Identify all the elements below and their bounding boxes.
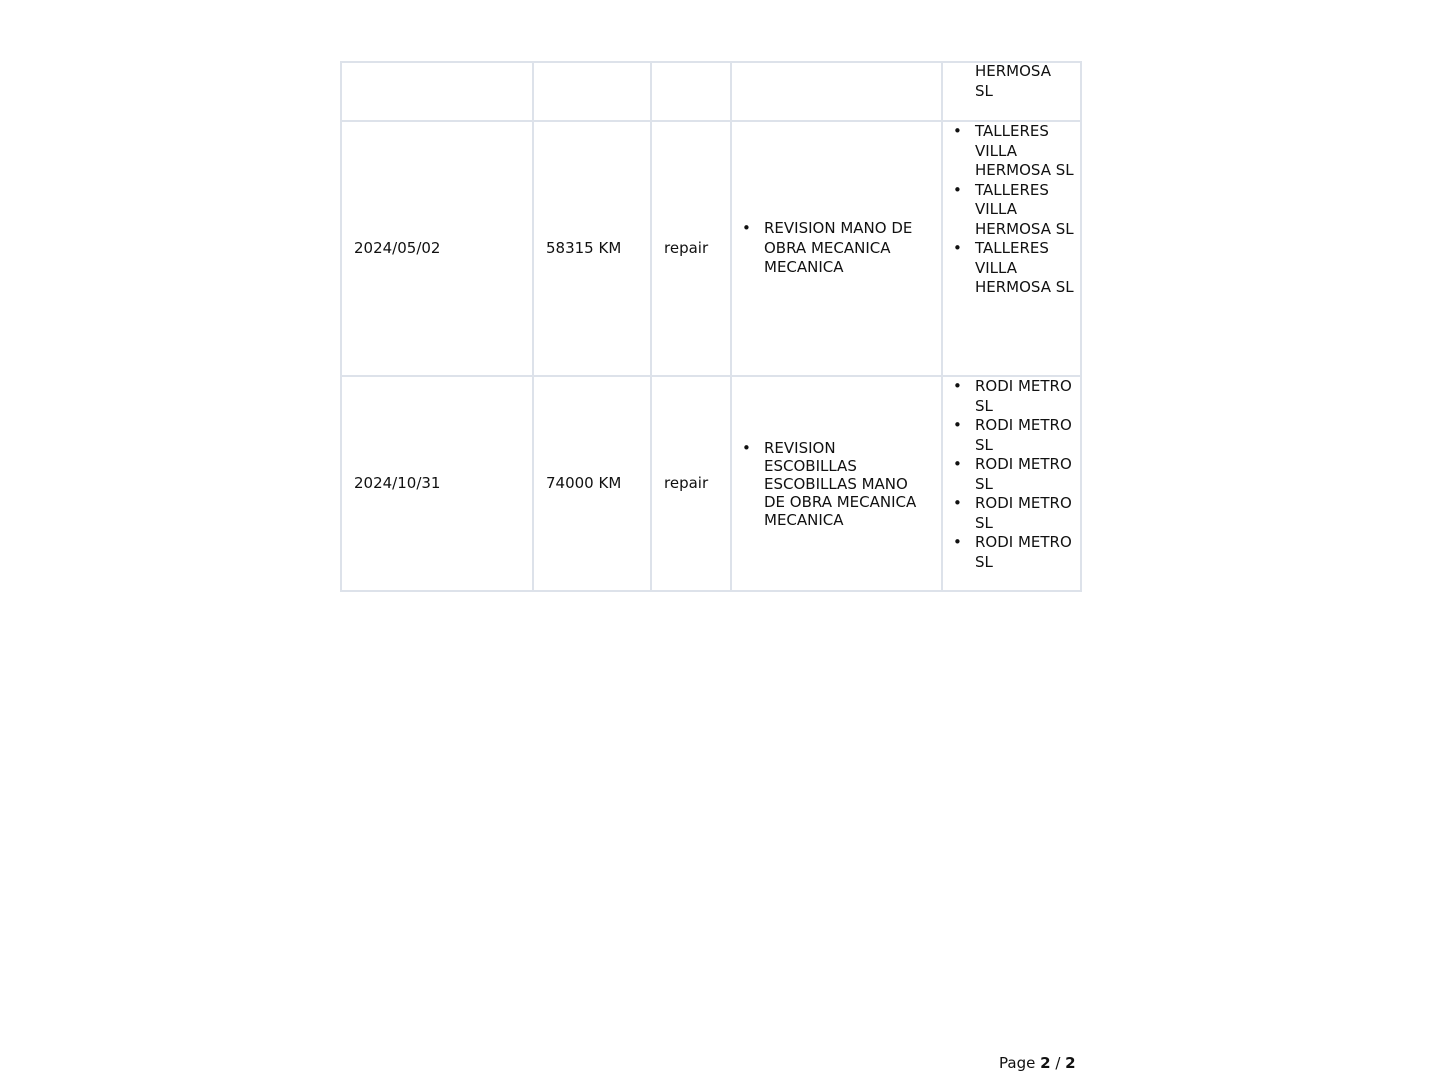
shop-item: • RODI METRO SL bbox=[953, 533, 1074, 572]
table-row bbox=[341, 376, 1081, 591]
shop-cell bbox=[942, 121, 1081, 376]
shop-cell bbox=[942, 62, 1081, 121]
page-label: Page bbox=[999, 1054, 1036, 1072]
shop-item: • RODI METRO SL bbox=[953, 494, 1074, 533]
cell-empty bbox=[533, 62, 651, 121]
services-cell bbox=[731, 121, 942, 376]
service-item: • REVISION ESCOBILLAS ESCOBILLAS MANO DE OBRA MECANICA MECANICA bbox=[742, 439, 931, 529]
shop-cell bbox=[942, 376, 1081, 591]
shop-continuation-line: SL bbox=[975, 81, 993, 100]
date-cell: 2024/05/02 bbox=[341, 121, 533, 376]
shop-item: • TALLERES VILLA HERMOSA SL bbox=[953, 181, 1074, 240]
shop-continuation-line: HERMOSA bbox=[975, 62, 1051, 80]
type-cell: repair bbox=[651, 121, 731, 376]
total-pages: 2 bbox=[1065, 1054, 1076, 1072]
table-row bbox=[341, 121, 1081, 376]
mileage-cell: 58315 KM bbox=[533, 121, 651, 376]
shop-item: • RODI METRO SL bbox=[953, 416, 1074, 455]
table-row-continued bbox=[341, 62, 1081, 121]
page-separator: / bbox=[1055, 1054, 1061, 1072]
shop-item: • TALLERES VILLA HERMOSA SL bbox=[953, 239, 1074, 298]
service-history-table bbox=[340, 61, 1082, 592]
current-page: 2 bbox=[1040, 1054, 1051, 1072]
date-cell: 2024/10/31 bbox=[341, 376, 533, 591]
shop-item: • RODI METRO SL bbox=[953, 377, 1074, 416]
shop-item: • RODI METRO SL bbox=[953, 455, 1074, 494]
type-cell: repair bbox=[651, 376, 731, 591]
shop-item: • TALLERES VILLA HERMOSA SL bbox=[953, 122, 1074, 181]
mileage-cell: 74000 KM bbox=[533, 376, 651, 591]
service-item: • REVISION MANO DE OBRA MECANICA MECANICA bbox=[742, 219, 931, 278]
cell-empty bbox=[731, 62, 942, 121]
cell-empty bbox=[651, 62, 731, 121]
page-indicator bbox=[999, 1054, 1076, 1072]
cell-empty bbox=[341, 62, 533, 121]
services-cell bbox=[731, 376, 942, 591]
